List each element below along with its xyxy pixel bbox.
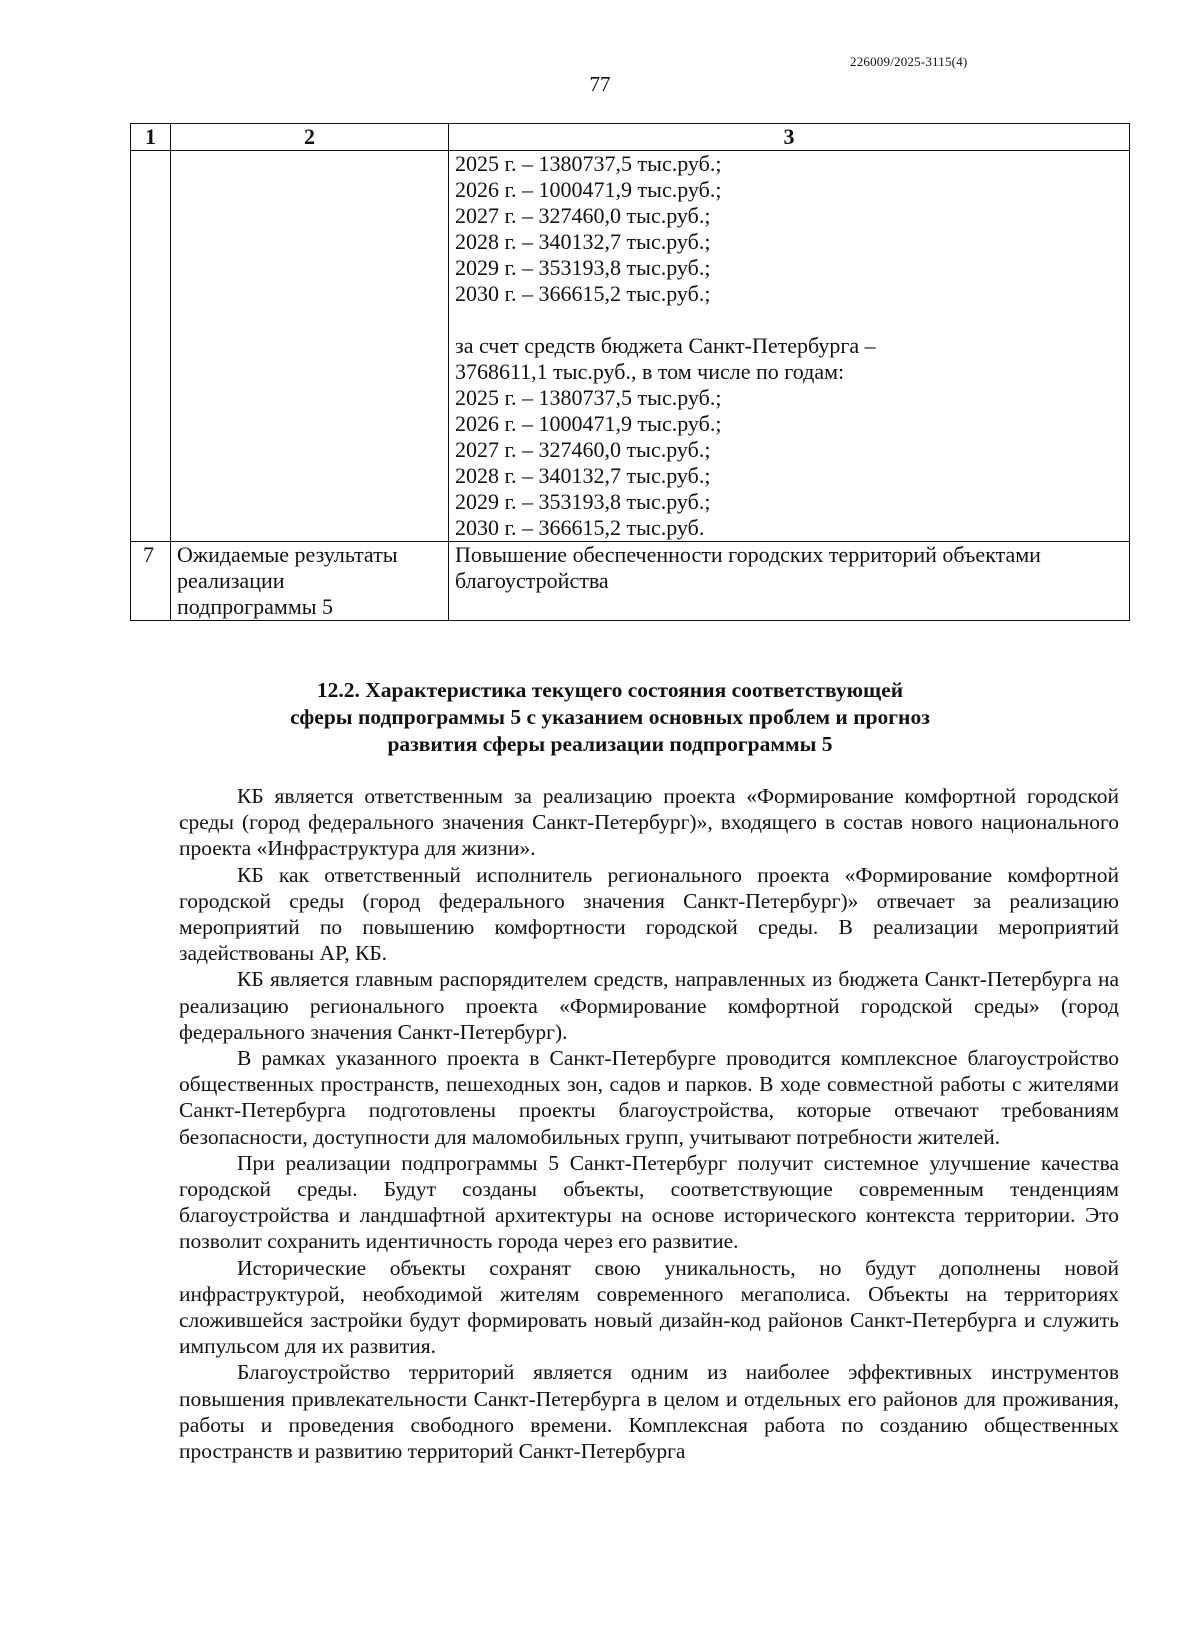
document-id: 226009/2025-3115(4) [850,54,968,69]
spb-budget-line: 2028 г. – 340132,7 тыс.руб.; [455,463,711,488]
row-label-line: подпрограммы 5 [177,594,334,619]
spb-budget-line: 2029 г. – 353193,8 тыс.руб.; [455,489,711,514]
spb-budget-line: 3768611,1 тыс.руб., в том числе по годам: [455,359,845,384]
spb-budget-line: за счет средств бюджета Санкт-Петербурга – [455,333,876,358]
budget-line: 2025 г. – 1380737,5 тыс.руб.; [455,151,722,176]
section-heading-line: сферы подпрограммы 5 с указанием основных проблем и прогноз [290,705,930,729]
spacer [455,307,1123,333]
section-heading-line: 12.2. Характеристика текущего состояния соответствующей [316,678,904,702]
paragraph: Исторические объекты сохранят свою уникальность, но будут дополнены новой инфраструктурой, необходимой жителям современного мегаполиса. Объекты на территориях сложившейся застройки будут формировать новый дизайн-код районов Санкт-Петербурга и служить импульсом для их развития. [179,1255,1119,1359]
table-header-cell: 1 [131,124,171,151]
row-label [171,542,449,621]
section-heading [150,677,1070,758]
spb-budget-line: 2026 г. – 1000471,9 тыс.руб.; [455,411,722,436]
table-cell-empty [131,151,171,542]
paragraph: При реализации подпрограммы 5 Санкт-Петербург получит системное улучшение качества городской среды. Будут созданы объекты, соответствующие современным тенденциям благоустройства и ландшафтной архитектуры на основе исторического контекста территории. Это позволит сохранить идентичность города через его развитие. [179,1150,1119,1254]
table-header-cell: 3 [449,124,1130,151]
table-cell-empty [171,151,449,542]
paragraph: В рамках указанного проекта в Санкт-Петербурге проводится комплексное благоустройство общественных пространств, пешеходных зон, садов и парков. В ходе совместной работы с жителями Санкт-Петербурга подготовлены проекты благоустройства, которые отвечают требованиям безопасности, доступности для маломобильных групп, учитывают потребности жителей. [179,1046,1119,1149]
section-heading-line: развития сферы реализации подпрограммы 5 [387,732,833,756]
spb-budget-line: 2027 г. – 327460,0 тыс.руб.; [455,437,711,462]
budget-line: 2026 г. – 1000471,9 тыс.руб.; [455,177,722,202]
spb-budget-line: 2030 г. – 366615,2 тыс.руб. [455,515,705,540]
paragraph: КБ является главным распорядителем средств, направленных из бюджета Санкт-Петербурга на реализацию регионального проекта «Формирование комфортной городской среды» (город федерального значения Санкт-Петербург). [179,967,1119,1044]
row-number: 7 [131,542,171,621]
row-label-line: Ожидаемые результаты [177,542,398,567]
budget-line: 2028 г. – 340132,7 тыс.руб.; [455,229,711,254]
budget-line: 2030 г. – 366615,2 тыс.руб.; [455,281,711,306]
table-row-budget [131,151,1130,542]
budget-line: 2029 г. – 353193,8 тыс.руб.; [455,255,711,280]
paragraph: КБ как ответственный исполнитель регионального проекта «Формирование комфортной городской среды (город федерального значения Санкт-Петербург)» отвечает за реализацию мероприятий по повышению комфортности городской среды. В реализации мероприятий задействованы АР, КБ. [179,862,1119,966]
page-number: 77 [589,72,611,96]
budget-cell [449,151,1130,542]
paragraph: Благоустройство территорий является одним из наиболее эффективных инструментов повышения привлекательности Санкт-Петербурга в целом и отдельных его районов для проживания, работы и проведения свободного времени. Комплексная работа по созданию общественных пространств и развитию территорий Санкт-Петербурга [179,1360,1119,1464]
row-label-line: реализации [177,568,285,593]
row-value: Повышение обеспеченности городских территорий объектами благоустройства [449,542,1130,621]
program-table [130,123,1130,621]
table-row-results [131,542,1130,621]
paragraph: КБ является ответственным за реализацию проекта «Формирование комфортной городской среды (город федерального значения Санкт-Петербург)», входящего в состав нового национального проекта «Инфраструктура для жизни». [179,784,1119,861]
table-header-cell: 2 [171,124,449,151]
section-body [179,783,1119,1464]
spb-budget-line: 2025 г. – 1380737,5 тыс.руб.; [455,385,722,410]
table-header-row [131,124,1130,151]
budget-line: 2027 г. – 327460,0 тыс.руб.; [455,203,711,228]
